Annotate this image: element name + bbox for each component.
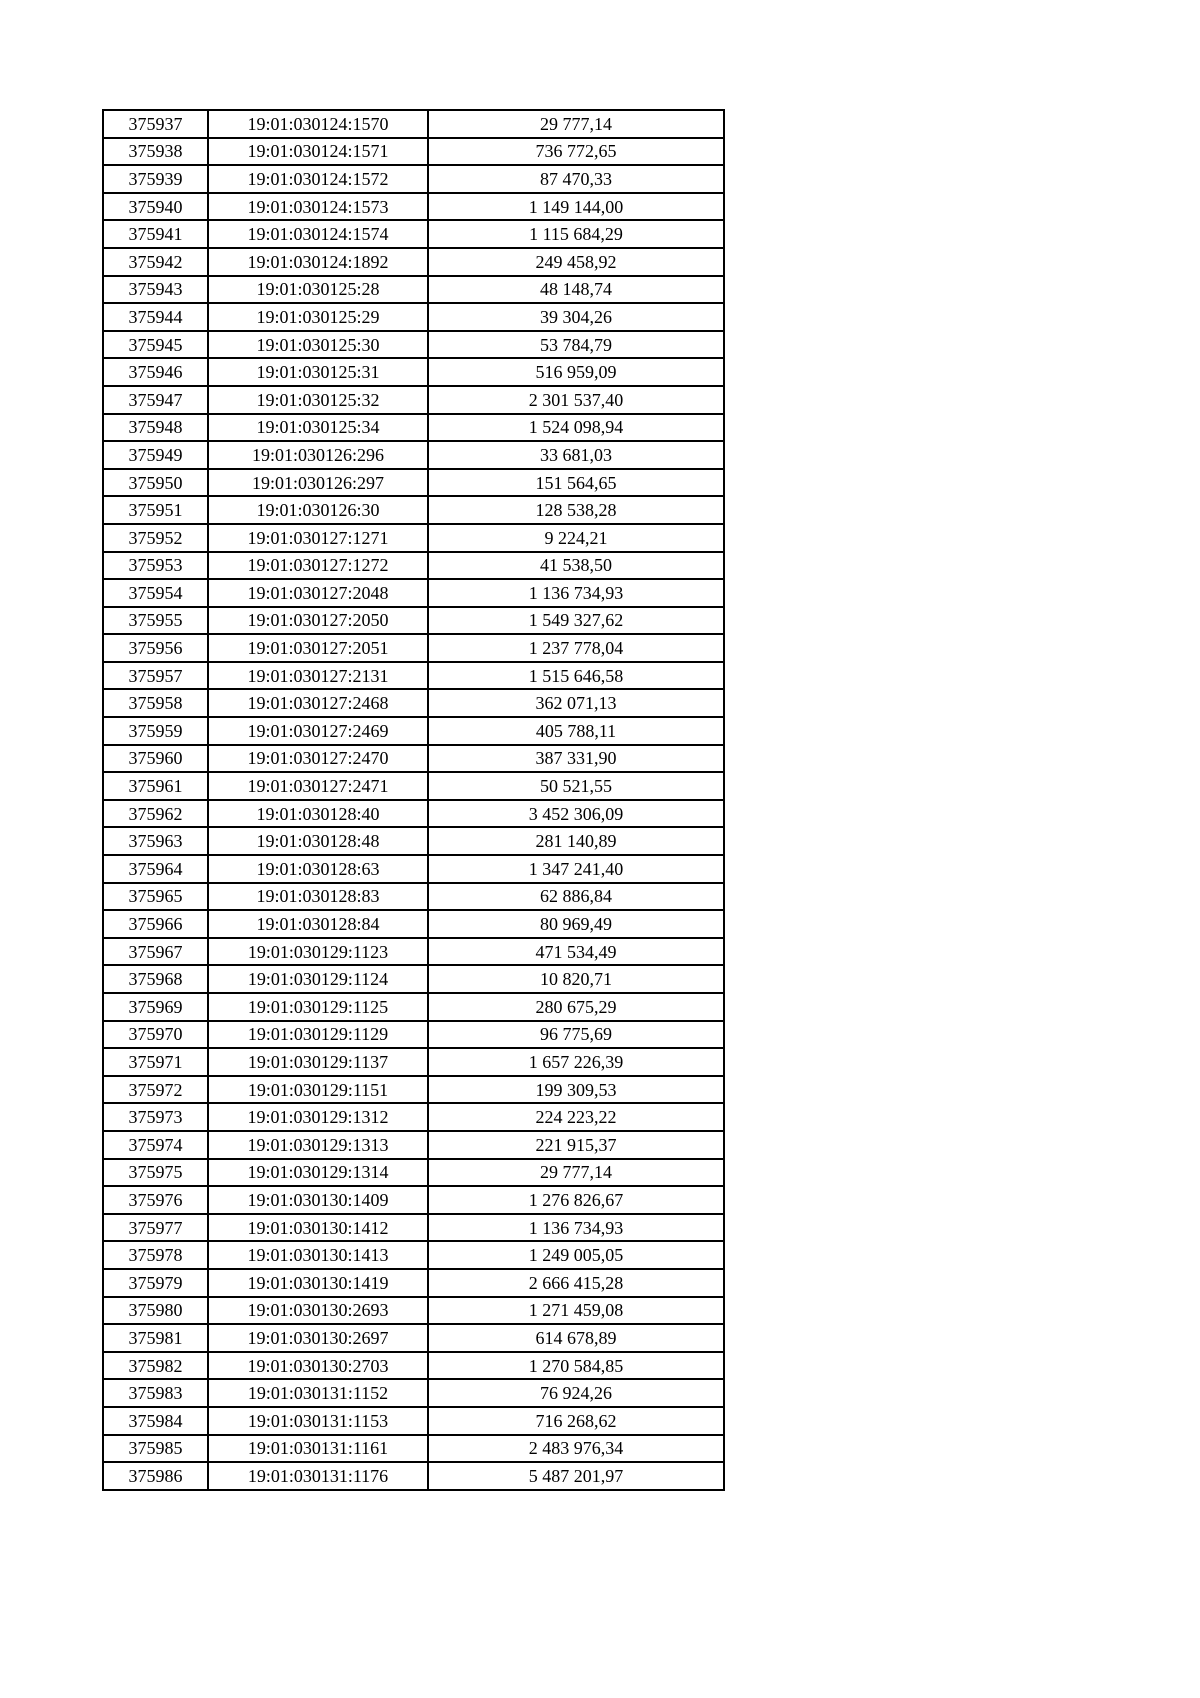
cadastral-value-cell: 96 775,69 — [428, 1021, 724, 1049]
row-number-cell: 375968 — [103, 965, 208, 993]
table-row — [103, 883, 724, 911]
table-row — [103, 634, 724, 662]
cadastral-value-cell: 249 458,92 — [428, 248, 724, 276]
cadastral-number-cell: 19:01:030130:1409 — [208, 1186, 428, 1214]
cadastral-number-cell: 19:01:030129:1123 — [208, 938, 428, 966]
cadastral-number-cell: 19:01:030129:1129 — [208, 1021, 428, 1049]
cadastral-number-cell: 19:01:030125:28 — [208, 276, 428, 304]
cadastral-number-cell: 19:01:030126:296 — [208, 441, 428, 469]
table-row — [103, 138, 724, 166]
table-row — [103, 165, 724, 193]
cadastral-value-cell: 1 657 226,39 — [428, 1048, 724, 1076]
table-body — [103, 110, 724, 1490]
row-number-cell: 375946 — [103, 358, 208, 386]
table-row — [103, 469, 724, 497]
table-row — [103, 414, 724, 442]
table-row — [103, 579, 724, 607]
table-row — [103, 607, 724, 635]
cadastral-value-cell: 1 136 734,93 — [428, 579, 724, 607]
cadastral-number-cell: 19:01:030131:1153 — [208, 1407, 428, 1435]
cadastral-value-cell: 39 304,26 — [428, 303, 724, 331]
cadastral-number-cell: 19:01:030127:2048 — [208, 579, 428, 607]
row-number-cell: 375943 — [103, 276, 208, 304]
table-row — [103, 386, 724, 414]
table-row — [103, 1021, 724, 1049]
cadastral-value-cell: 405 788,11 — [428, 717, 724, 745]
table-row — [103, 855, 724, 883]
cadastral-value-cell: 5 487 201,97 — [428, 1462, 724, 1490]
cadastral-value-cell: 10 820,71 — [428, 965, 724, 993]
row-number-cell: 375966 — [103, 910, 208, 938]
row-number-cell: 375980 — [103, 1297, 208, 1325]
table-row — [103, 1462, 724, 1490]
table-row — [103, 496, 724, 524]
table-row — [103, 1103, 724, 1131]
cadastral-number-cell: 19:01:030130:1419 — [208, 1269, 428, 1297]
cadastral-value-cell: 151 564,65 — [428, 469, 724, 497]
table-row — [103, 524, 724, 552]
table-row — [103, 717, 724, 745]
table-row — [103, 1297, 724, 1325]
cadastral-value-cell: 1 115 684,29 — [428, 220, 724, 248]
cadastral-number-cell: 19:01:030125:29 — [208, 303, 428, 331]
table-row — [103, 1214, 724, 1242]
cadastral-number-cell: 19:01:030127:2471 — [208, 772, 428, 800]
row-number-cell: 375960 — [103, 745, 208, 773]
row-number-cell: 375955 — [103, 607, 208, 635]
table-row — [103, 993, 724, 1021]
table-row — [103, 220, 724, 248]
cadastral-number-cell: 19:01:030124:1572 — [208, 165, 428, 193]
row-number-cell: 375945 — [103, 331, 208, 359]
table-row — [103, 772, 724, 800]
row-number-cell: 375967 — [103, 938, 208, 966]
cadastral-number-cell: 19:01:030128:48 — [208, 827, 428, 855]
row-number-cell: 375978 — [103, 1241, 208, 1269]
cadastral-value-cell: 1 237 778,04 — [428, 634, 724, 662]
table-row — [103, 358, 724, 386]
cadastral-value-cell: 41 538,50 — [428, 552, 724, 580]
cadastral-value-cell: 362 071,13 — [428, 689, 724, 717]
cadastral-value-cell: 736 772,65 — [428, 138, 724, 166]
cadastral-value-cell: 224 223,22 — [428, 1103, 724, 1131]
cadastral-value-cell: 128 538,28 — [428, 496, 724, 524]
cadastral-number-cell: 19:01:030128:84 — [208, 910, 428, 938]
row-number-cell: 375956 — [103, 634, 208, 662]
table-row — [103, 938, 724, 966]
cadastral-value-cell: 33 681,03 — [428, 441, 724, 469]
cadastral-value-cell: 716 268,62 — [428, 1407, 724, 1435]
table-row — [103, 110, 724, 138]
table-row — [103, 827, 724, 855]
table-row — [103, 1407, 724, 1435]
cadastral-number-cell: 19:01:030124:1892 — [208, 248, 428, 276]
cadastral-number-cell: 19:01:030129:1137 — [208, 1048, 428, 1076]
cadastral-value-cell: 1 276 826,67 — [428, 1186, 724, 1214]
table-row — [103, 1352, 724, 1380]
cadastral-number-cell: 19:01:030130:2693 — [208, 1297, 428, 1325]
row-number-cell: 375979 — [103, 1269, 208, 1297]
cadastral-value-cell: 29 777,14 — [428, 1159, 724, 1187]
row-number-cell: 375939 — [103, 165, 208, 193]
cadastral-value-cell: 1 515 646,58 — [428, 662, 724, 690]
cadastral-number-cell: 19:01:030127:2470 — [208, 745, 428, 773]
table-row — [103, 248, 724, 276]
table-row — [103, 1048, 724, 1076]
row-number-cell: 375965 — [103, 883, 208, 911]
table-row — [103, 1435, 724, 1463]
row-number-cell: 375947 — [103, 386, 208, 414]
cadastral-number-cell: 19:01:030130:2697 — [208, 1324, 428, 1352]
table-row — [103, 441, 724, 469]
table-row — [103, 1131, 724, 1159]
cadastral-value-cell: 2 483 976,34 — [428, 1435, 724, 1463]
cadastral-number-cell: 19:01:030125:32 — [208, 386, 428, 414]
table-row — [103, 1324, 724, 1352]
cadastral-number-cell: 19:01:030127:1272 — [208, 552, 428, 580]
table-row — [103, 193, 724, 221]
cadastral-value-cell: 3 452 306,09 — [428, 800, 724, 828]
table-row — [103, 552, 724, 580]
cadastral-number-cell: 19:01:030130:1412 — [208, 1214, 428, 1242]
cadastral-value-cell: 221 915,37 — [428, 1131, 724, 1159]
cadastral-value-cell: 199 309,53 — [428, 1076, 724, 1104]
cadastral-number-cell: 19:01:030129:1124 — [208, 965, 428, 993]
cadastral-value-cell: 2 666 415,28 — [428, 1269, 724, 1297]
table-row — [103, 276, 724, 304]
table-row — [103, 1269, 724, 1297]
row-number-cell: 375975 — [103, 1159, 208, 1187]
table-row — [103, 1241, 724, 1269]
cadastral-value-cell: 1 347 241,40 — [428, 855, 724, 883]
cadastral-value-cell: 9 224,21 — [428, 524, 724, 552]
row-number-cell: 375983 — [103, 1379, 208, 1407]
row-number-cell: 375974 — [103, 1131, 208, 1159]
row-number-cell: 375954 — [103, 579, 208, 607]
cadastral-value-cell: 76 924,26 — [428, 1379, 724, 1407]
cadastral-number-cell: 19:01:030126:297 — [208, 469, 428, 497]
cadastral-value-cell: 48 148,74 — [428, 276, 724, 304]
cadastral-value-cell: 614 678,89 — [428, 1324, 724, 1352]
cadastral-number-cell: 19:01:030124:1571 — [208, 138, 428, 166]
table-row — [103, 800, 724, 828]
cadastral-number-cell: 19:01:030124:1573 — [208, 193, 428, 221]
cadastral-value-cell: 281 140,89 — [428, 827, 724, 855]
cadastral-number-cell: 19:01:030131:1176 — [208, 1462, 428, 1490]
row-number-cell: 375940 — [103, 193, 208, 221]
row-number-cell: 375953 — [103, 552, 208, 580]
cadastral-number-cell: 19:01:030131:1161 — [208, 1435, 428, 1463]
cadastral-number-cell: 19:01:030125:31 — [208, 358, 428, 386]
row-number-cell: 375964 — [103, 855, 208, 883]
cadastral-value-cell: 280 675,29 — [428, 993, 724, 1021]
row-number-cell: 375948 — [103, 414, 208, 442]
table-row — [103, 1379, 724, 1407]
row-number-cell: 375938 — [103, 138, 208, 166]
cadastral-number-cell: 19:01:030125:30 — [208, 331, 428, 359]
row-number-cell: 375937 — [103, 110, 208, 138]
row-number-cell: 375963 — [103, 827, 208, 855]
cadastral-value-cell: 2 301 537,40 — [428, 386, 724, 414]
cadastral-number-cell: 19:01:030127:2051 — [208, 634, 428, 662]
cadastral-number-cell: 19:01:030128:63 — [208, 855, 428, 883]
cadastral-value-cell: 87 470,33 — [428, 165, 724, 193]
cadastral-value-cell: 1 524 098,94 — [428, 414, 724, 442]
table-row — [103, 910, 724, 938]
row-number-cell: 375986 — [103, 1462, 208, 1490]
cadastral-number-cell: 19:01:030130:1413 — [208, 1241, 428, 1269]
row-number-cell: 375957 — [103, 662, 208, 690]
row-number-cell: 375962 — [103, 800, 208, 828]
cadastral-value-cell: 1 270 584,85 — [428, 1352, 724, 1380]
row-number-cell: 375970 — [103, 1021, 208, 1049]
row-number-cell: 375985 — [103, 1435, 208, 1463]
cadastral-number-cell: 19:01:030127:2468 — [208, 689, 428, 717]
cadastral-value-cell: 1 149 144,00 — [428, 193, 724, 221]
cadastral-value-cell: 1 549 327,62 — [428, 607, 724, 635]
cadastral-value-cell: 29 777,14 — [428, 110, 724, 138]
cadastral-number-cell: 19:01:030125:34 — [208, 414, 428, 442]
table-row — [103, 1076, 724, 1104]
row-number-cell: 375944 — [103, 303, 208, 331]
cadastral-value-cell: 80 969,49 — [428, 910, 724, 938]
row-number-cell: 375982 — [103, 1352, 208, 1380]
row-number-cell: 375977 — [103, 1214, 208, 1242]
row-number-cell: 375950 — [103, 469, 208, 497]
table-row — [103, 1159, 724, 1187]
cadastral-number-cell: 19:01:030128:40 — [208, 800, 428, 828]
cadastral-number-cell: 19:01:030127:2469 — [208, 717, 428, 745]
row-number-cell: 375969 — [103, 993, 208, 1021]
table-row — [103, 745, 724, 773]
table-row — [103, 303, 724, 331]
cadastral-value-cell: 471 534,49 — [428, 938, 724, 966]
row-number-cell: 375972 — [103, 1076, 208, 1104]
cadastral-value-cell: 50 521,55 — [428, 772, 724, 800]
row-number-cell: 375949 — [103, 441, 208, 469]
cadastral-value-cell: 387 331,90 — [428, 745, 724, 773]
cadastral-value-cell: 53 784,79 — [428, 331, 724, 359]
cadastral-number-cell: 19:01:030127:2050 — [208, 607, 428, 635]
cadastral-number-cell: 19:01:030129:1313 — [208, 1131, 428, 1159]
row-number-cell: 375941 — [103, 220, 208, 248]
row-number-cell: 375959 — [103, 717, 208, 745]
cadastral-number-cell: 19:01:030124:1570 — [208, 110, 428, 138]
cadastral-number-cell: 19:01:030129:1125 — [208, 993, 428, 1021]
cadastral-number-cell: 19:01:030128:83 — [208, 883, 428, 911]
cadastral-number-cell: 19:01:030130:2703 — [208, 1352, 428, 1380]
cadastral-number-cell: 19:01:030131:1152 — [208, 1379, 428, 1407]
row-number-cell: 375942 — [103, 248, 208, 276]
row-number-cell: 375951 — [103, 496, 208, 524]
cadastral-value-cell: 1 136 734,93 — [428, 1214, 724, 1242]
table-row — [103, 662, 724, 690]
table-row — [103, 965, 724, 993]
table-row — [103, 331, 724, 359]
table-row — [103, 689, 724, 717]
row-number-cell: 375976 — [103, 1186, 208, 1214]
cadastral-number-cell: 19:01:030126:30 — [208, 496, 428, 524]
cadastral-number-cell: 19:01:030127:1271 — [208, 524, 428, 552]
row-number-cell: 375958 — [103, 689, 208, 717]
table-row — [103, 1186, 724, 1214]
row-number-cell: 375971 — [103, 1048, 208, 1076]
row-number-cell: 375952 — [103, 524, 208, 552]
cadastral-number-cell: 19:01:030127:2131 — [208, 662, 428, 690]
cadastral-number-cell: 19:01:030124:1574 — [208, 220, 428, 248]
row-number-cell: 375973 — [103, 1103, 208, 1131]
cadastral-number-cell: 19:01:030129:1312 — [208, 1103, 428, 1131]
cadastral-number-cell: 19:01:030129:1151 — [208, 1076, 428, 1104]
row-number-cell: 375984 — [103, 1407, 208, 1435]
cadastral-value-table — [102, 109, 725, 1491]
row-number-cell: 375961 — [103, 772, 208, 800]
cadastral-number-cell: 19:01:030129:1314 — [208, 1159, 428, 1187]
cadastral-value-cell: 516 959,09 — [428, 358, 724, 386]
row-number-cell: 375981 — [103, 1324, 208, 1352]
cadastral-value-cell: 1 271 459,08 — [428, 1297, 724, 1325]
cadastral-value-cell: 62 886,84 — [428, 883, 724, 911]
cadastral-value-cell: 1 249 005,05 — [428, 1241, 724, 1269]
